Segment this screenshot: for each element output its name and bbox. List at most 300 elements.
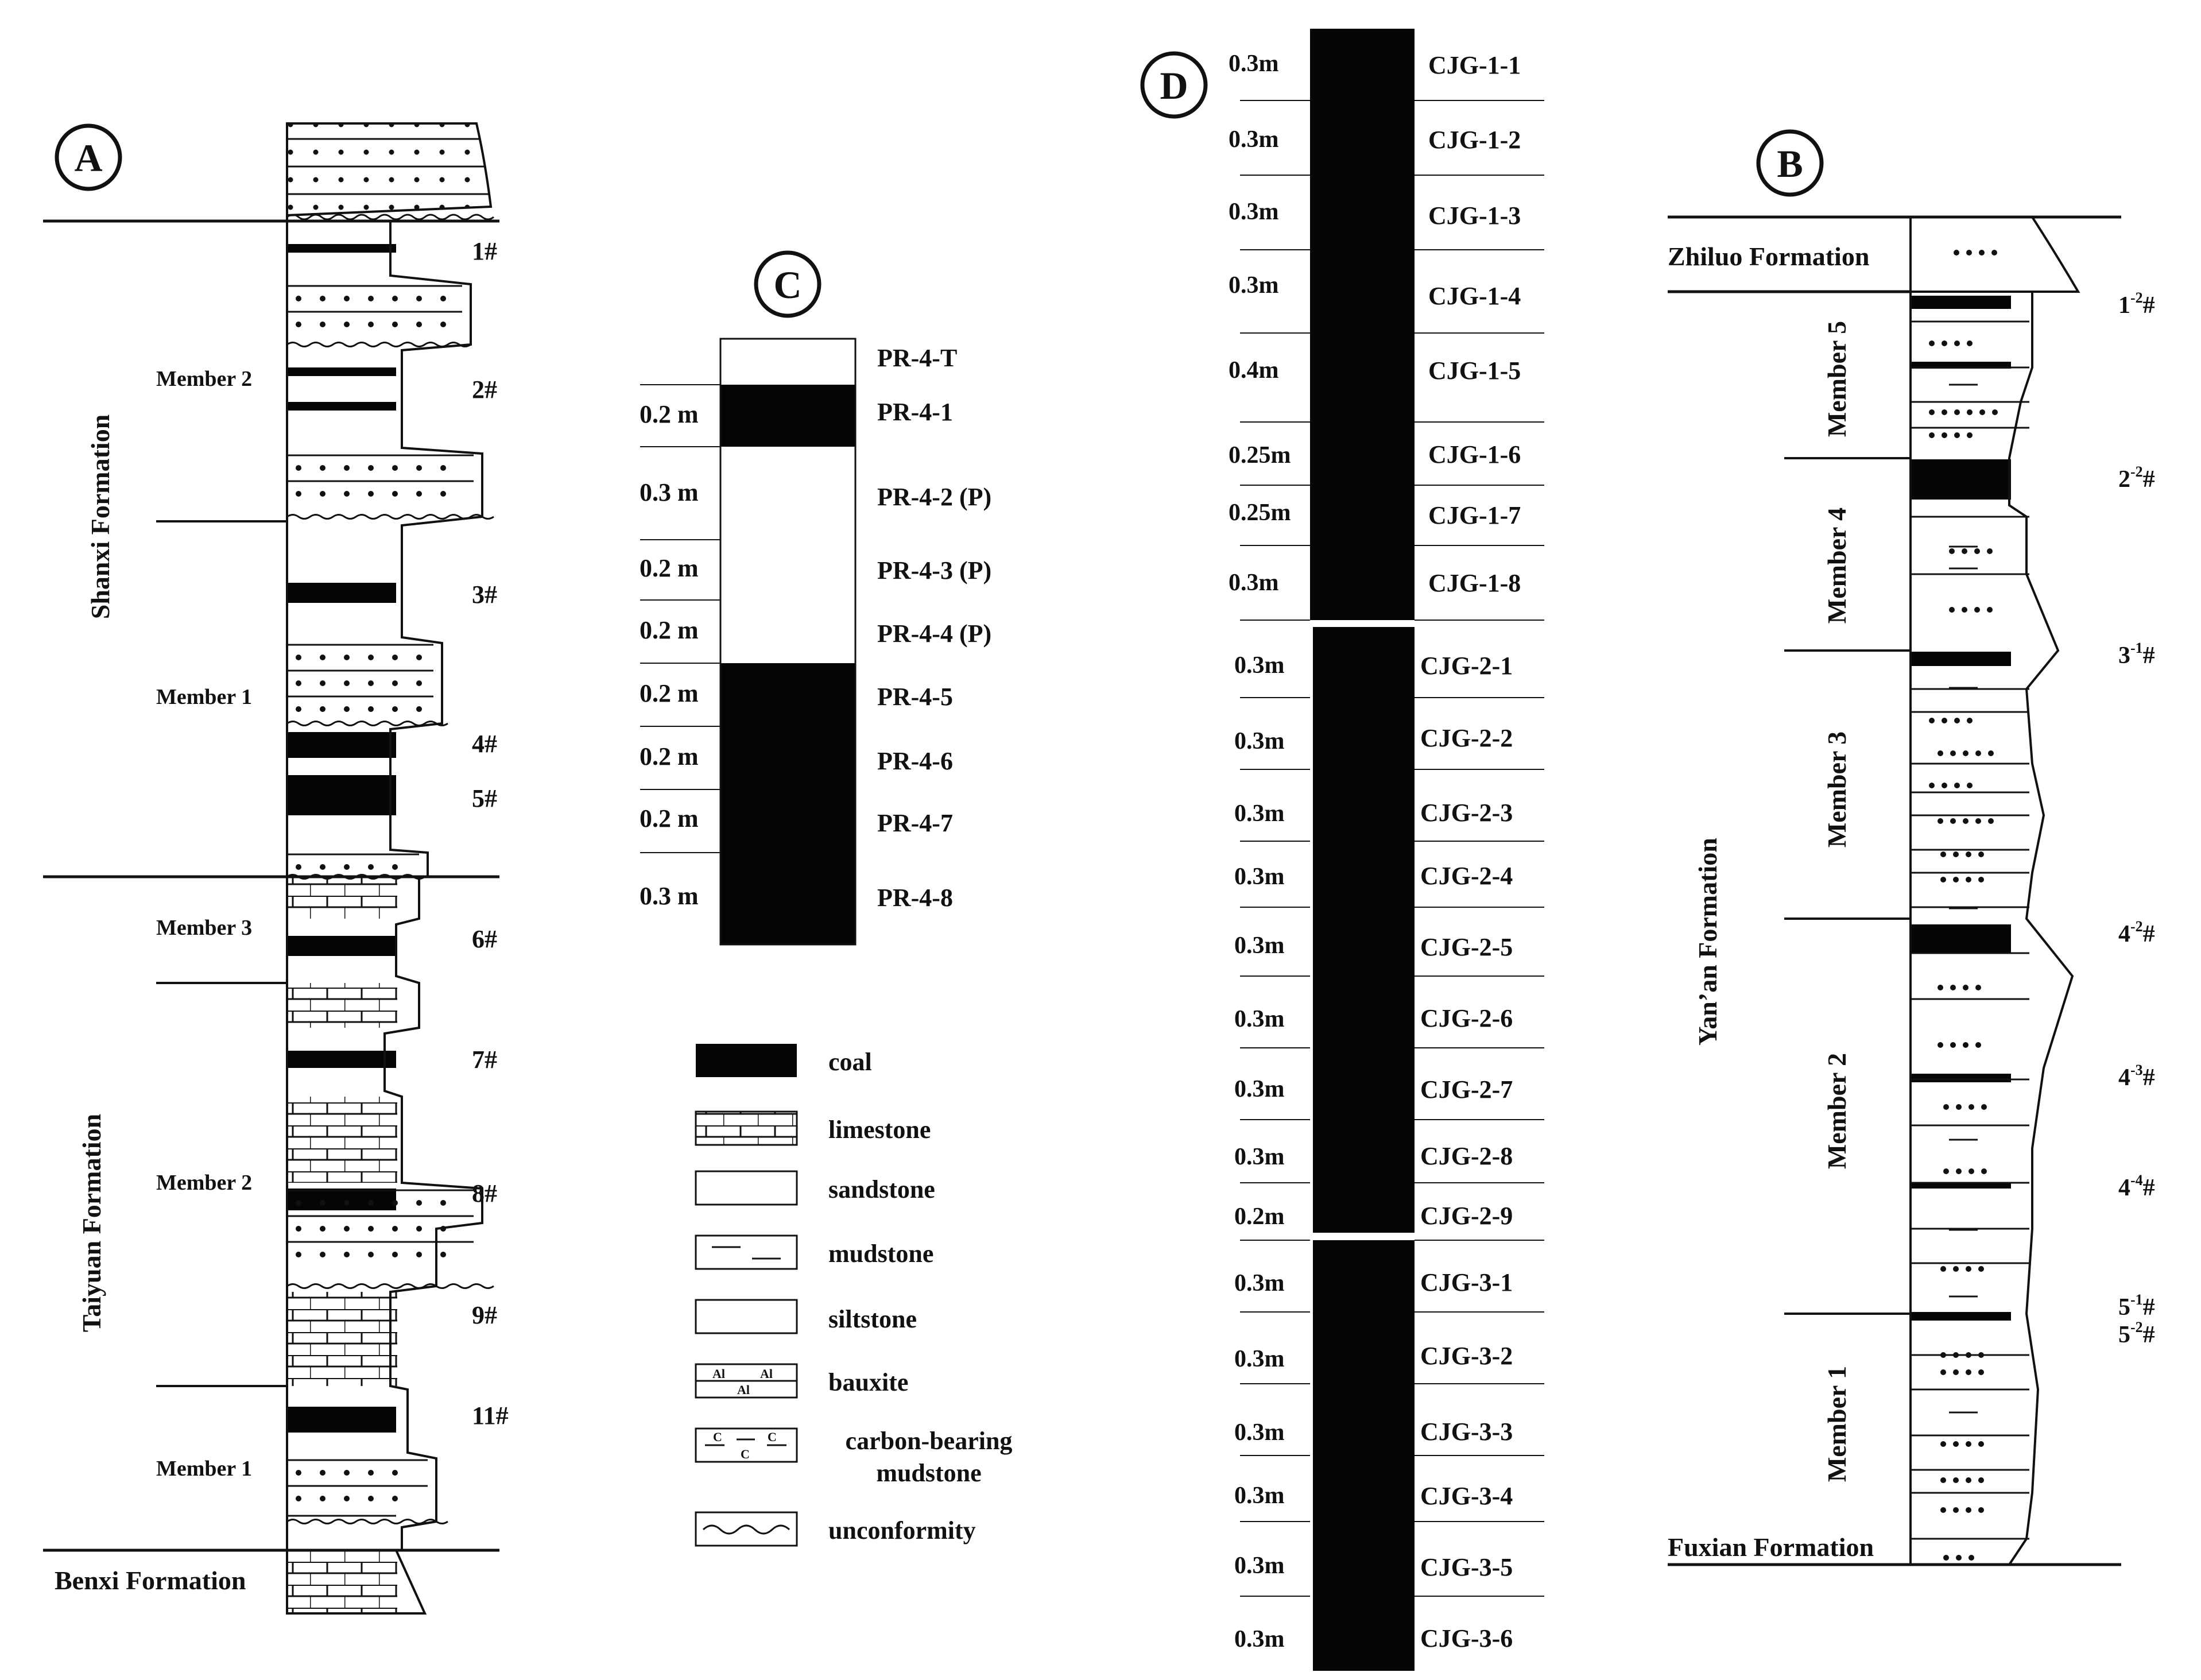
grain-dot — [1954, 783, 1960, 788]
grain-dot — [1987, 548, 1993, 554]
coal-seam-label: $2^{-2}\#$ — [2118, 463, 2155, 493]
coal-seam-label: 3# — [472, 580, 497, 609]
grain-dot — [1938, 985, 1943, 990]
legend-label: bauxite — [828, 1368, 909, 1396]
sample-id: PR-4-1 — [877, 398, 953, 426]
legend-item-siltstone — [696, 1300, 917, 1333]
grain-dot — [1981, 1168, 1987, 1174]
carbon-bearing-mudstone-layer — [720, 447, 855, 540]
grain-dot — [440, 465, 446, 471]
grain-dot — [1978, 1441, 1984, 1447]
sample-thickness: 0.3m — [1234, 1419, 1285, 1446]
outline-layer — [43, 100, 2121, 1613]
grain-dot — [1953, 1441, 1959, 1447]
formation-label-benxi: Benxi Formation — [55, 1566, 246, 1595]
legend-item-sandstone — [696, 1171, 935, 1205]
coal-seam-label: 4# — [472, 730, 497, 758]
legend-label: siltstone — [828, 1305, 917, 1333]
grain-dot — [416, 465, 422, 471]
grain-dot — [1942, 783, 1947, 788]
member-label: Member 3 — [156, 916, 253, 940]
sample-thickness: 0.3m — [1234, 1270, 1285, 1296]
grain-dot — [392, 1200, 398, 1206]
limestone-bed — [288, 1550, 397, 1613]
coal-seam-label: 5# — [472, 784, 497, 812]
member-label: Member 2 — [156, 1171, 253, 1195]
grain-dot — [1956, 1104, 1962, 1110]
grain-dot — [1992, 409, 1998, 415]
grain-dot — [1966, 1477, 1971, 1483]
grain-dot — [1953, 1266, 1959, 1272]
limestone-bed — [288, 983, 397, 1028]
coal-layer — [720, 853, 855, 944]
member-label: Member 1 — [156, 1457, 253, 1481]
grain-dot — [320, 296, 326, 301]
grain-dot — [296, 1496, 301, 1501]
grain-dot — [392, 680, 398, 686]
coal-seam — [1911, 1074, 2011, 1082]
grain-dot — [344, 864, 350, 870]
grain-dot — [1987, 607, 1993, 613]
coal-layer — [720, 789, 855, 853]
grain-dot — [1954, 340, 1960, 346]
coal-seam — [287, 732, 396, 758]
sample-thickness: 0.3m — [1229, 126, 1279, 153]
bauxite-bed — [288, 1458, 392, 1550]
grain-dot — [344, 1496, 350, 1501]
grain-dot — [1988, 818, 1994, 824]
sample-id: CJG-3-6 — [1420, 1624, 1513, 1652]
grain-dot — [1979, 409, 1985, 415]
sample-id: CJG-2-1 — [1420, 652, 1513, 680]
sample-thickness: 0.3m — [1229, 570, 1279, 596]
grain-dot — [320, 1200, 326, 1206]
grain-dot — [1950, 818, 1956, 824]
legend-label: unconformity — [828, 1516, 976, 1544]
coal-layer — [720, 663, 855, 726]
panel-badge-d — [1142, 53, 1206, 117]
grain-dot — [440, 1226, 446, 1232]
sample-id: PR-4-2 (P) — [877, 483, 992, 511]
grain-dot — [1966, 250, 1972, 256]
sample-thickness: 0.3m — [1234, 1076, 1285, 1102]
legend-item-carbon-bearing-mudstone — [696, 1427, 1012, 1487]
grain-dot — [296, 1252, 301, 1257]
grain-dot — [416, 491, 422, 497]
member-label: Member 1 — [1822, 1365, 1851, 1482]
grain-dot — [1962, 548, 1967, 554]
grain-dot — [1963, 1042, 1968, 1048]
grain-dot — [1966, 1352, 1971, 1358]
legend — [696, 1044, 1012, 1546]
grain-dot — [416, 706, 422, 712]
grain-dot — [1954, 409, 1960, 415]
unconformity-line — [287, 215, 494, 219]
legend-swatch-limestone — [696, 1112, 797, 1145]
grain-dot — [392, 1470, 398, 1476]
grain-dot — [320, 1226, 326, 1232]
sample-thickness: 0.3m — [1229, 199, 1279, 225]
sample-id: PR-4-T — [877, 344, 958, 372]
sample-id: CJG-1-4 — [1428, 282, 1521, 310]
grain-dot — [344, 296, 350, 301]
grain-dot — [416, 1226, 422, 1232]
sample-id: CJG-1-5 — [1428, 357, 1521, 385]
sample-id: CJG-2-7 — [1420, 1075, 1513, 1104]
grain-dot — [296, 864, 301, 870]
sample-thickness: 0.2 m — [640, 616, 699, 644]
sample-id: PR-4-7 — [877, 809, 953, 837]
sample-id: CJG-3-4 — [1420, 1482, 1513, 1510]
sample-id: PR-4-5 — [877, 683, 953, 711]
sample-id: PR-4-4 (P) — [877, 620, 992, 648]
sample-thickness: 0.3m — [1234, 1006, 1285, 1032]
panel-badge-c — [756, 253, 819, 316]
grain-dot — [1940, 1507, 1946, 1513]
sample-id: CJG-3-5 — [1420, 1553, 1513, 1581]
grain-dot — [392, 864, 398, 870]
grain-dot — [1967, 432, 1973, 438]
grain-dot — [416, 296, 422, 301]
badge-letter: C — [773, 263, 802, 307]
grain-dot — [320, 1470, 326, 1476]
badge-letter: A — [74, 136, 103, 180]
grain-dot — [1942, 432, 1947, 438]
grain-dot — [1967, 718, 1973, 723]
sample-id: CJG-3-3 — [1420, 1418, 1513, 1446]
legend-swatch-siltstone — [696, 1300, 797, 1333]
grain-dot — [1967, 340, 1973, 346]
coal-seam-label: 7# — [472, 1046, 497, 1074]
coal-seam — [287, 367, 396, 376]
member-label: Member 3 — [1822, 731, 1851, 848]
grain-dot — [368, 296, 374, 301]
grain-dot — [1974, 607, 1980, 613]
grain-dot — [1953, 1507, 1959, 1513]
grain-dot — [1966, 877, 1971, 882]
grain-dot — [1929, 718, 1935, 723]
badge-letter: D — [1160, 64, 1188, 107]
grain-dot — [1991, 250, 1997, 256]
sample-id: CJG-2-5 — [1420, 933, 1513, 961]
legend-label: mudstone — [828, 1240, 934, 1268]
grain-dot — [320, 1252, 326, 1257]
sample-id: PR-4-6 — [877, 747, 953, 775]
grain-dot — [392, 706, 398, 712]
grain-dot — [320, 1496, 326, 1501]
legend-swatch-coal — [696, 1044, 797, 1077]
sample-id: CJG-2-9 — [1420, 1202, 1513, 1230]
grain-dot — [368, 1200, 374, 1206]
grain-dot — [368, 1226, 374, 1232]
grain-dot — [1975, 1042, 1981, 1048]
coal-seam-label: $5^{-2}\#$ — [2118, 1319, 2155, 1348]
legend-item-unconformity — [696, 1512, 976, 1546]
grain-dot — [1956, 1555, 1962, 1561]
member-label: Member 5 — [1822, 320, 1851, 438]
sample-thickness: 0.3m — [1234, 800, 1285, 827]
grain-dot — [1949, 607, 1955, 613]
sample-id: CJG-1-2 — [1428, 126, 1521, 154]
grain-dot — [1938, 818, 1943, 824]
carbon-bearing-mudstone-layer — [720, 600, 855, 663]
grain-dot — [440, 296, 446, 301]
member-label: Member 4 — [1822, 507, 1851, 624]
limestone-bed — [288, 1292, 397, 1386]
limestone-bed — [288, 1097, 397, 1183]
formation-label-fuxian: Fuxian Formation — [1668, 1532, 1874, 1562]
grain-dot — [440, 1200, 446, 1206]
grain-dot — [1978, 1266, 1984, 1272]
grain-dot — [368, 680, 374, 686]
sample-thickness: 0.3m — [1234, 728, 1285, 754]
legend-label: mudstone — [876, 1459, 982, 1487]
legend-label: sandstone — [828, 1175, 935, 1203]
legend-swatch-unconformity — [696, 1512, 797, 1546]
legend-label: limestone — [828, 1116, 931, 1144]
grain-dot — [416, 680, 422, 686]
grain-dot — [1978, 1369, 1984, 1375]
grain-dot — [1966, 1266, 1971, 1272]
coal-seam-label: 11# — [472, 1402, 509, 1430]
sample-thickness: 0.25m — [1229, 442, 1291, 469]
cbm-glyph: C — [713, 1430, 722, 1444]
carbon-bearing-mudstone-layer — [720, 339, 855, 385]
sample-thickness: 0.4m — [1229, 357, 1279, 384]
coal-seam — [287, 936, 396, 956]
coal-seam-label: $4^{-3}\#$ — [2118, 1062, 2155, 1091]
unconformity-line — [287, 722, 448, 726]
grain-dot — [1968, 1104, 1974, 1110]
sample-thickness: 0.3m — [1234, 932, 1285, 959]
coal-seam-label: 1# — [472, 237, 497, 265]
legend-swatch-mudstone — [696, 1236, 797, 1269]
grain-dot — [1981, 1104, 1987, 1110]
sample-thickness: 0.2 m — [640, 554, 699, 582]
legend-label: carbon-bearing — [845, 1427, 1013, 1455]
grain-dot — [320, 864, 326, 870]
sample-id: CJG-2-4 — [1420, 862, 1513, 890]
grain-dot — [320, 322, 326, 327]
grain-dot — [344, 1252, 350, 1257]
coal-seam-label: $1^{-2}\#$ — [2118, 289, 2155, 319]
grain-dot — [368, 706, 374, 712]
grain-dot — [1954, 250, 1959, 256]
unconformity-line — [287, 515, 494, 519]
grain-dot — [344, 1200, 350, 1206]
grain-dot — [1953, 1369, 1959, 1375]
grain-dot — [1963, 818, 1968, 824]
sample-thickness: 0.3m — [1234, 1482, 1285, 1509]
grain-dot — [1978, 851, 1984, 857]
coal-layer — [720, 726, 855, 789]
sample-thickness: 0.2 m — [640, 679, 699, 707]
grain-dot — [1953, 1352, 1959, 1358]
coal-block — [1313, 627, 1415, 1233]
unconformity-line — [287, 1284, 494, 1288]
legend-item-bauxite — [696, 1364, 908, 1398]
grain-dot — [368, 655, 374, 660]
coal-seam — [287, 1051, 396, 1068]
grain-dot — [1942, 340, 1947, 346]
grain-dot — [296, 680, 301, 686]
sample-thickness: 0.3 m — [640, 882, 699, 910]
grain-dot — [344, 706, 350, 712]
grain-dot — [296, 491, 301, 497]
sample-thickness: 0.2 m — [640, 804, 699, 833]
grain-dot — [392, 1252, 398, 1257]
grain-dot — [1942, 718, 1947, 723]
grain-dot — [1966, 1441, 1971, 1447]
formation-label-taiyuan: Taiyuan Formation — [77, 1113, 106, 1333]
grain-dot — [1978, 1507, 1984, 1513]
coal-seam-label: 9# — [472, 1301, 497, 1329]
sample-id: CJG-1-3 — [1428, 202, 1521, 230]
sample-id: CJG-3-2 — [1420, 1342, 1513, 1370]
sample-id: CJG-1-6 — [1428, 440, 1521, 469]
grain-dot — [392, 1496, 398, 1501]
panel-a-labels — [55, 237, 509, 1595]
grain-dot — [1956, 1168, 1962, 1174]
sample-id: CJG-1-8 — [1428, 569, 1521, 597]
sample-id: CJG-2-6 — [1420, 1004, 1513, 1032]
grain-dot — [296, 655, 301, 660]
grain-dot — [392, 296, 398, 301]
grain-dot — [1929, 409, 1935, 415]
sample-id: CJG-2-8 — [1420, 1142, 1513, 1170]
grain-dot — [344, 680, 350, 686]
bauxite-glyph: Al — [760, 1367, 773, 1381]
grain-dot — [1978, 1477, 1984, 1483]
sample-id: CJG-3-1 — [1420, 1268, 1513, 1296]
grain-dot — [1974, 548, 1980, 554]
sample-thickness: 0.2m — [1234, 1203, 1285, 1230]
sample-id: CJG-1-7 — [1428, 501, 1521, 529]
grain-dot — [1929, 783, 1935, 788]
sample-thickness: 0.3m — [1234, 1346, 1285, 1372]
grain-dot — [368, 465, 374, 471]
grain-dot — [296, 706, 301, 712]
coal-layer — [720, 385, 855, 447]
grain-dot — [392, 1226, 398, 1232]
grain-dot — [368, 1496, 374, 1501]
grain-dot — [1940, 1352, 1946, 1358]
grain-dot — [1966, 1369, 1971, 1375]
unconformity-line — [287, 343, 471, 347]
sample-id: PR-4-3 (P) — [877, 556, 992, 584]
grain-dot — [1938, 750, 1943, 756]
coal-seam — [287, 1407, 396, 1433]
legend-label: coal — [828, 1048, 872, 1076]
sandstone-bed — [287, 123, 491, 215]
grain-dot — [440, 491, 446, 497]
grain-dot — [392, 322, 398, 327]
grain-dot — [1929, 432, 1935, 438]
grain-dot — [1979, 250, 1985, 256]
coal-seam — [287, 583, 396, 603]
grain-dot — [344, 1470, 350, 1476]
coal-seam-label: 2# — [472, 376, 497, 404]
grain-dot — [1978, 877, 1984, 882]
formation-label-zhiluo: Zhiluo Formation — [1668, 242, 1870, 271]
grain-dot — [1963, 985, 1968, 990]
grain-dot — [1966, 1507, 1971, 1513]
grain-dot — [1954, 718, 1960, 723]
legend-item-mudstone — [696, 1236, 933, 1269]
grain-dot — [368, 1470, 374, 1476]
coal-seam-label: $4^{-4}\#$ — [2118, 1172, 2155, 1201]
grain-dot — [392, 465, 398, 471]
panel-badge-b — [1758, 131, 1822, 195]
grain-dot — [1943, 1555, 1949, 1561]
coal-block — [1313, 1240, 1415, 1671]
member-label: Member 2 — [156, 367, 253, 391]
grain-dot — [296, 1226, 301, 1232]
coal-seam — [287, 402, 396, 411]
grain-dot — [1953, 851, 1959, 857]
member-label: Member 2 — [1822, 1052, 1851, 1170]
grain-dot — [320, 655, 326, 660]
grain-dot — [1942, 409, 1947, 415]
grain-dot — [1978, 1352, 1984, 1358]
cbm-glyph: C — [768, 1430, 777, 1444]
coal-seam — [1911, 924, 2011, 953]
grain-dot — [416, 1252, 422, 1257]
coal-seam — [1911, 652, 2011, 666]
sample-thickness: 0.3m — [1229, 272, 1279, 299]
grain-dot — [1962, 607, 1967, 613]
coal-seam-label: $3^{-1}\#$ — [2118, 640, 2155, 669]
grain-dot — [1966, 851, 1971, 857]
grain-dot — [1953, 1477, 1959, 1483]
grain-dot — [1940, 1369, 1946, 1375]
coal-seam-label: 8# — [472, 1179, 497, 1207]
sample-thickness: 0.3m — [1234, 864, 1285, 890]
grain-dot — [320, 706, 326, 712]
coal-seam-label: $4^{-2}\#$ — [2118, 918, 2155, 947]
grain-dot — [1954, 432, 1960, 438]
sample-thickness: 0.3m — [1229, 51, 1279, 77]
bauxite-glyph: Al — [737, 1383, 750, 1397]
grain-dot — [1940, 877, 1946, 882]
grain-dot — [1940, 1441, 1946, 1447]
grain-dot — [368, 322, 374, 327]
sample-thickness: 0.3m — [1234, 1626, 1285, 1652]
grain-dot — [1953, 877, 1959, 882]
grain-dot — [296, 1200, 301, 1206]
coal-seam — [287, 1189, 396, 1210]
grain-dot — [1967, 409, 1973, 415]
carbon-bearing-mudstone-layer — [720, 540, 855, 600]
coal-seam — [287, 775, 396, 815]
bauxite-glyph: Al — [712, 1367, 725, 1381]
grain-dot — [1967, 783, 1973, 788]
sample-thickness: 0.25m — [1229, 500, 1291, 526]
grain-dot — [416, 322, 422, 327]
sample-thickness: 0.3m — [1234, 1553, 1285, 1579]
sample-thickness: 0.3m — [1234, 652, 1285, 679]
grain-dot — [1943, 1168, 1949, 1174]
member-label: Member 1 — [156, 685, 253, 709]
grain-dot — [320, 680, 326, 686]
sample-thickness: 0.2 m — [640, 742, 699, 771]
limestone-bed — [288, 877, 397, 919]
cbm-glyph: C — [741, 1447, 750, 1461]
badge-letter: B — [1777, 142, 1803, 185]
sample-id: PR-4-8 — [877, 884, 953, 912]
sample-thickness: 0.2 m — [640, 400, 699, 428]
panel-badge-a — [57, 126, 120, 189]
